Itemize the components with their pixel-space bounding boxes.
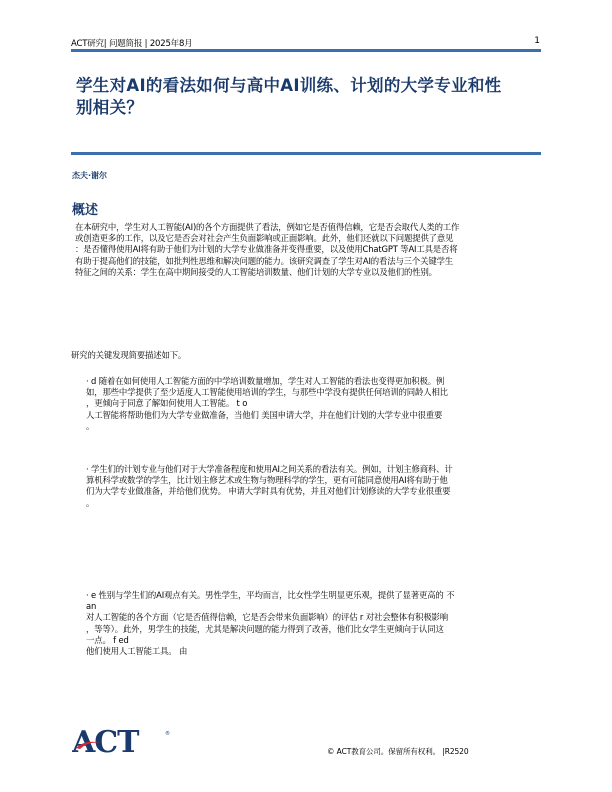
bullet-line: 们为大学专业做准备，并给他们优势。 申请大学时具有优势，并且对他们计划修读的大学专业很重要	[86, 486, 451, 497]
bullet-line: 对人工智能的各个方面（它是否值得信赖，它是否会带来负面影响）的评估 r 对社会整体有积极影响	[86, 612, 448, 623]
header-rule	[71, 49, 541, 52]
overview-line: 特征之间的关系：学生在高中期间接受的人工智能培训数量、他们计划的大学专业以及他们的性别。	[75, 266, 437, 277]
bullet-line: 算机科学或数学的学生，比计划主修艺术或生物与物理科学的学生，更有可能同意使用AI将有助于他	[86, 475, 448, 486]
copyright-footer: © ACT教育公司。保留所有权利。 |R2520	[327, 747, 469, 756]
bullet-line: · d 随着在如何使用人工智能方面的中学培训数量增加，学生对人工智能的看法也变得更加积极。例	[86, 376, 445, 386]
finding-bullet-major	[86, 464, 453, 509]
act-logo	[72, 727, 172, 755]
bullet-line: an	[86, 601, 97, 612]
overview-heading: 概述	[72, 203, 99, 218]
bullet-line: 人工智能将帮助他们为大学专业做准备，当他们 美国申请大学，并在他们计划的大学专业中很重要	[86, 409, 443, 420]
title-rule	[71, 152, 541, 155]
bullet-line: 一点。 f ed	[86, 634, 129, 645]
svg-text:ACT: ACT	[72, 727, 139, 755]
act-logo-icon	[72, 727, 172, 755]
page-title	[76, 75, 546, 119]
bullet-line: ，更倾向于同意了解如何使用人工智能。 t o	[86, 398, 248, 409]
overview-line: ：是否懂得使用AI将有助于他们为计划的大学专业做准备并变得重要，以及使用ChatGPT 等AI工具是否将	[75, 244, 458, 255]
author-name: 杰夫·谢尔	[72, 171, 108, 180]
running-header: ACT研究| 问题简报 | 2025年8月	[71, 39, 193, 49]
svg-text:®: ®	[165, 731, 170, 737]
bullet-line: 。	[86, 497, 95, 508]
overview-line: 在本研究中，学生对人工智能(AI)的各个方面提供了看法，例如它是否值得信赖，它是否会取代人类的工作	[75, 222, 460, 232]
overview-paragraph	[75, 222, 459, 278]
title-line-1: 学生对AI的看法如何与高中AI训练、计划的大学专业和性	[76, 76, 502, 95]
finding-bullet-training	[86, 376, 448, 432]
finding-bullet-gender	[86, 590, 454, 657]
overview-line: 或创造更多的工作，以及它是否会对社会产生负面影响或正面影响。此外，他们还就以下问题提供了意见	[75, 233, 454, 244]
bullet-line: 如，那些中学提供了至少适度人工智能使用培训的学生，与那些中学没有提供任何培训的同龄人相比	[86, 387, 448, 398]
bullet-line: · e 性别与学生们的AI观点有关。男性学生，平均而言，比女性学生明显更乐观，提供了显著更高的 不	[86, 590, 455, 600]
key-findings-intro: 研究的关键发现简要描述如下。	[71, 350, 187, 360]
overview-line: 有助于提高他们的技能，如批判性思维和解决问题的能力。该研究调查了学生对AI的看法与三个关键学生	[75, 255, 454, 266]
bullet-line: ，等等）。此外，男学生的技能，尤其是解决问题的能力得到了改善，他们比女学生更倾向于认同这	[86, 623, 444, 634]
bullet-line: 他们使用人工智能工具。 由	[86, 646, 188, 657]
page-number: 1	[534, 36, 540, 46]
bullet-line: 。	[86, 420, 95, 431]
bullet-line: · 学生们的计划专业与他们对于大学准备程度和使用AI之间关系的看法有关。例如，计划主修商科、计	[86, 464, 453, 474]
title-line-2: 别相关？	[76, 98, 144, 117]
